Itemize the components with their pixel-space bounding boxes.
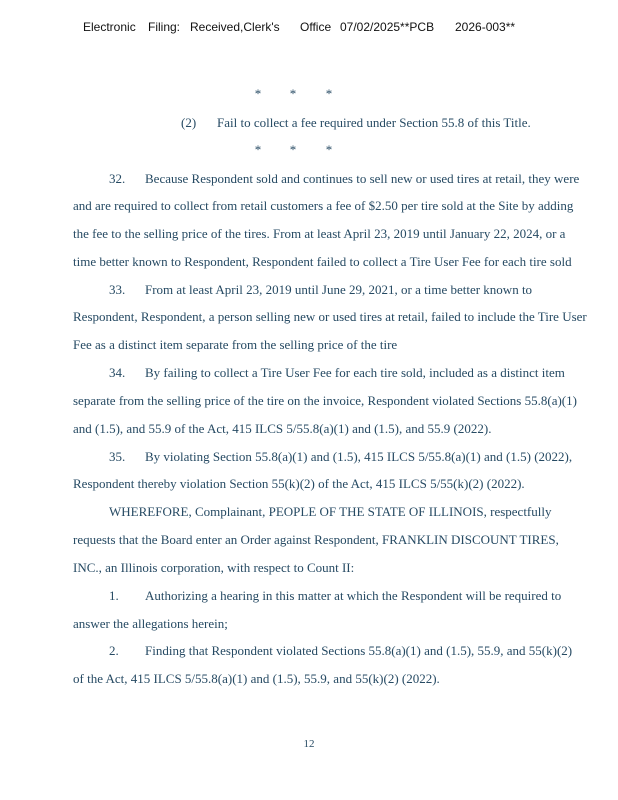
paragraph-line: time better known to Respondent, Respondent failed to collect a Tire User Fee for each tire sold	[73, 254, 572, 269]
header-electronic: Electronic	[83, 20, 136, 34]
paragraph-line: separate from the selling price of the tire on the invoice, Respondent violated Sections 55.8(a)(1)	[73, 393, 577, 408]
paragraph-line: and are required to collect from retail customers a fee of $2.50 per tire sold at the Site by adding	[73, 198, 574, 213]
paragraph-number: 32.	[109, 171, 126, 186]
paragraph-line: and (1.5), and 55.9 of the Act, 415 ILCS 5/55.8(a)(1) and (1.5), and 55.9 (2022).	[73, 421, 492, 436]
relief-line: of the Act, 415 ILCS 5/55.8(a)(1) and (1.5), 55.9, and 55(k)(2) (2022).	[73, 671, 440, 686]
relief-number: 2.	[109, 643, 119, 658]
wherefore-line: INC., an Illinois corporation, with respect to Count II:	[73, 560, 355, 575]
header-date-ref: 07/02/2025**PCB	[340, 20, 435, 34]
paragraph-line: the fee to the selling price of the tires. From at least April 23, 2019 until January 22, 2024, or a	[73, 226, 566, 241]
relief-number: 1.	[109, 588, 119, 603]
paragraph-number: 34.	[109, 365, 126, 380]
paragraph-number: 33.	[109, 282, 126, 297]
asterisk: *	[325, 86, 333, 101]
asterisk: *	[325, 142, 333, 157]
paragraph-line: Respondent thereby violation Section 55(k)(2) of the Act, 415 ILCS 5/55(k)(2) (2022).	[73, 476, 525, 491]
asterisk: *	[254, 86, 262, 101]
header-filing: Filing:	[148, 20, 181, 34]
header-office: Office	[300, 20, 332, 34]
header-received: Received,Clerk's	[190, 20, 280, 34]
relief-line: answer the allegations herein;	[73, 616, 228, 631]
wherefore-line: WHEREFORE, Complainant, PEOPLE OF THE STATE OF ILLINOIS, respectfully	[109, 504, 552, 519]
wherefore-line: requests that the Board enter an Order against Respondent, FRANKLIN DISCOUNT TIRES,	[73, 532, 559, 547]
paragraph-number: 35.	[109, 449, 126, 464]
subsection-text: Fail to collect a fee required under Section 55.8 of this Title.	[217, 115, 531, 130]
asterisk: *	[254, 142, 262, 157]
paragraph-line: Fee as a distinct item separate from the selling price of the tire	[73, 337, 398, 352]
asterisk: *	[289, 86, 297, 101]
paragraph-line: Respondent, Respondent, a person selling new or used tires at retail, failed to include the Tire User	[73, 309, 587, 324]
paragraph-line: Because Respondent sold and continues to sell new or used tires at retail, they were	[145, 171, 580, 186]
paragraph-line: By failing to collect a Tire User Fee for each tire sold, included as a distinct item	[145, 365, 565, 380]
paragraph-line: By violating Section 55.8(a)(1) and (1.5), 415 ILCS 5/55.8(a)(1) and (1.5) (2022),	[145, 449, 573, 464]
header-case-number: 2026-003**	[455, 20, 516, 34]
page-number: 12	[303, 738, 315, 750]
asterisk: *	[289, 142, 297, 157]
relief-line: Authorizing a hearing in this matter at which the Respondent will be required to	[145, 588, 562, 603]
relief-line: Finding that Respondent violated Sections 55.8(a)(1) and (1.5), 55.9, and 55(k)(2)	[145, 643, 573, 658]
paragraph-line: From at least April 23, 2019 until June 29, 2021, or a time better known to	[145, 282, 533, 297]
subsection-number: (2)	[181, 115, 197, 130]
